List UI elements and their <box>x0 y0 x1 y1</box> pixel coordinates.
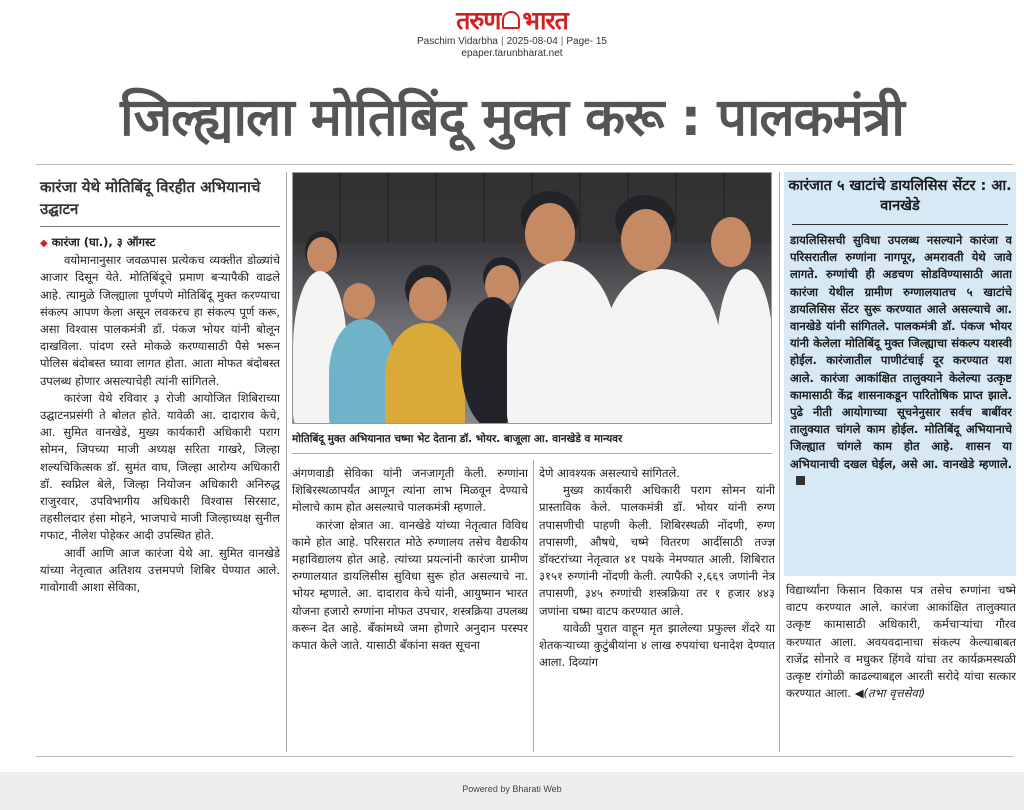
news-photo <box>292 172 772 424</box>
epaper-url[interactable]: epaper.tarunbharat.net <box>461 48 563 59</box>
divider <box>36 164 1014 165</box>
paragraph: मुख्य कार्यकारी अधिकारी पराग सोमन यांनी प्रास्ताविक केले. पालकमंत्री डॉ. भोयर यांनी रुग्ण तपासणीची पाहणी केली. शिबिरस्थळी नोंदणी, रुग्ण तपासणी, औषधे, चष्मे वितरण आदींसाठी तज्ज्ञ डॉक्टरांच्या नेतृत्वात ४१ पथके नेमण्यात आली. शिबिरात ३१५१ रुग्णांनी नोंदणी केली. त्यापैकी २,६६९ जणांनी नेत्र तपासणी, ३४५ रुग्णांची शस्त्रक्रिया तर १ हजार ४४३ जणांना चष्मा वाटप करण्यात आले. <box>539 483 775 618</box>
photo-caption: मोतिबिंदू मुक्त अभियानात चष्मा भेट देताना डॉ. भोयर. बाजूला आ. वानखेडे व मान्यवर <box>292 433 623 445</box>
paragraph: देणे आवश्यक असल्याचे सांगितले. <box>539 466 680 480</box>
news-credit: ◀(तभा वृत्तसेवा) <box>854 686 926 701</box>
paragraph-text: विद्यार्थ्यांना किसान विकास पत्र तसेच रुग्णांना चष्मे वाटप करण्यात आले. कारंजा आकांक्षित तालुक्यात उत्कृष्ट कामासाठी अधिकारी, कर्मचाऱ्यांचा गौरव करण्यात आला. अवयवदानाचा संकल्प केल्याबाबत राजेंद्र सोनारे व मधुकर हिंगवे यांचा तर कार्यक्रमस्थळी उत्कृष्ट रांगोळी काढल्याबद्दल आरती सरोदे यांचा सत्कार करण्यात आला. <box>786 583 1016 701</box>
paragraph: यावेळी पुरात वाहून मृत झालेल्या प्रफुल्ल शेंदरे या शेतकऱ्याच्या कुटुंबीयांना ४ लाख रुपयांचा धनादेश देण्यात आला. दिव्यांग <box>539 620 775 670</box>
article-column-3 <box>539 465 775 755</box>
dateline-text: कारंजा (घा.), ३ ऑगस्ट <box>51 235 156 249</box>
separator: | <box>560 36 564 47</box>
paragraph: कारंजा क्षेत्रात आ. वानखेडे यांच्या नेतृत्वात विविध कामे होत आहे. परिसरात मोठे रुग्णालय तसेच वैद्यकीय महाविद्यालय होत आहे. त्यांच्या प्रयत्नांनी कारंजा ग्रामीण रुग्णालयात डायलिसीस सुविधा सुरू होत असल्याचे ना. भोयर म्हणाले. आ. दादाराव केचे यांनी, आयुष्मान भारत योजना हजारो रुग्णांना मोफत उपचार, शस्त्रक्रिया उपलब्ध करून देत आहे. बँकांमध्ये जमा होणारे अनुदान परस्पर कपात केले जाते. यासाठी बँकांना सक्त सूचना <box>292 517 528 653</box>
powered-by-link[interactable]: Powered by Bharati Web <box>462 784 562 794</box>
logo-left: तरुण <box>456 6 501 35</box>
dateline <box>40 234 280 252</box>
sidebox-body <box>790 232 1012 572</box>
divider <box>792 224 1008 225</box>
paragraph: आर्वी आणि आज कारंजा येथे आ. सुमित वानखेडे यांच्या नेतृत्वात अतिशय उत्तमपणे शिबिर घेण्यात आले. गावोगावी आशा सेविका, <box>40 545 280 595</box>
paragraph: अंगणवाडी सेविका यांनी जनजागृती केली. रुग्णांना शिबिरस्थळापर्यंत आणून त्यांना लाभ मिळवून देण्याचे मोलाचे काम होत असल्याचे पालकमंत्री म्हणाले. <box>292 466 528 515</box>
article-column-4 <box>786 582 1016 754</box>
sidebox-title: कारंजात ५ खाटांचे डायलिसिस सेंटर : आ. वानखेडे <box>788 178 1012 214</box>
sidebox-text: डायलिसिसची सुविधा उपलब्ध नसल्याने कारंजा व परिसरातील रुग्णांना नागपूर, अमरावती येथे जावे लागते. रुग्णांची ही अडचण सोडविण्यासाठी आता कारंजा येथील ग्रामीण रुग्णालयातच ५ खाटांचे डायलिसिस सेंटर सुरू करण्यात आले असल्याचे आ. वानखेडे यांनी सांगितले. पालकमंत्री डॉ. पंकज भोयर यांनी केलेला मोतिबिंदू मुक्त जिल्ह्याचा संकल्प यशस्वी होईल. कारंजातील पाणीटंचाई दूर करण्यात यश आले. कारंजा आकांक्षित तालुक्याने केलेल्या उत्कृष्ट कामासाठी केंद्र शासनाकडून पारितोषिक प्राप्त झाले. पुढे नीती आयोगाच्या सूचनेनुसार सर्वच बाबींवर तालुक्यात चांगले काम होईल. मोतिबिंदू अभियानाचे जिल्ह्यात चांगले काम होत आहे. शासन या अभियानाची दखल घेईल, असे आ. वानखेडे म्हणाले. <box>790 233 1012 471</box>
main-headline: जिल्ह्याला मोतिबिंदू मुक्त करू : पालकमंत्री <box>120 88 904 148</box>
footer <box>0 772 1024 810</box>
edition-date: 2025-08-04 <box>506 36 558 47</box>
paragraph: कारंजा येथे रविवार ३ रोजी आयोजित शिबिराच्या उद्घाटनप्रसंगी ते बोलत होते. यावेळी आ. दादाराव केचे, आ. सुमित वानखेडे, मुख्य कार्यकारी अधिकारी पराग सोमन, जिपच्या माजी अध्यक्ष सरिता गाखरे, जिल्हा शल्यचिकित्सक डॉ. सुमंत वाघ, जिल्हा आरोग्य अधिकारी डॉ. स्वप्निल बेले, जिल्हा नियोजन अधिकारी अनिरुद्ध राजुरवार, उपविभागीय अधिकारी विश्वास सिरसाट, तहसीलदार हंसा मोहने, भाजपाचे माजी जिल्हाध्यक्ष सुनील गफाट, नीलेश पोहेकर आदी उपस्थित होते. <box>40 390 280 543</box>
article-subheading: कारंजा येथे मोतिबिंदू विरहीत अभियानाचे उद्घाटन <box>40 178 261 218</box>
article-column-2 <box>292 465 528 755</box>
diamond-icon: ◆ <box>40 238 48 249</box>
column-divider <box>286 172 287 752</box>
logo-right: भारत <box>522 6 568 35</box>
edition-name: Paschim Vidarbha <box>417 36 498 47</box>
end-mark-icon <box>796 476 805 485</box>
divider <box>292 453 772 454</box>
article-column-1 <box>40 234 280 754</box>
masthead <box>0 6 1024 60</box>
column-divider <box>779 172 780 752</box>
page-number: Page- 15 <box>566 36 607 47</box>
column-divider <box>533 460 534 752</box>
newspaper-logo[interactable] <box>456 6 568 36</box>
paragraph <box>786 582 1016 702</box>
divider <box>40 226 280 227</box>
temple-icon <box>502 11 520 29</box>
divider <box>36 756 1014 757</box>
edition-line <box>0 36 1024 48</box>
separator: | <box>501 36 504 47</box>
paragraph: वयोमानानुसार जवळपास प्रत्येकच व्यक्तीत डोळ्यांचे आजार दिसून येते. मोतिबिंदूचे प्रमाण बऱ्यापैकी वाढले आहे. त्यामुळे जिल्ह्याला पूर्णपणे मोतिबिंदू मुक्त करण्याचा संकल्प आपण केला असून लवकरच हा संकल्प पूर्ण करू, असा विश्वास पालकमंत्री डॉ. पंकज भोयर यांनी बोलून दाखविला. पांदण रस्ते मोकळे करण्यासाठी पैसे भरून पोलिस बंदोबस्त घ्यावा लागत होता. आता मोफत बंदोबस्त उपलब्ध होणार असल्याचेही त्यांनी सांगितले. <box>40 253 280 388</box>
